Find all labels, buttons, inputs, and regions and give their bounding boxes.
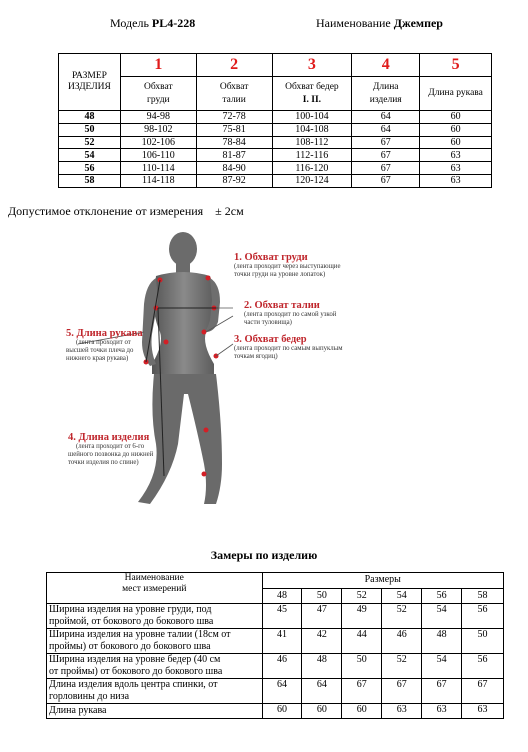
measure-cell: 87-92 (196, 174, 272, 187)
size-row (59, 111, 492, 124)
measurement-value: 49 (342, 604, 382, 629)
size-row (59, 123, 492, 136)
size-column-header: 56 (422, 588, 462, 604)
measurement-value: 44 (342, 629, 382, 654)
waist-label: 2. Обхват талии (лента проходит по самой узкой части туловища) (244, 300, 337, 326)
measurement-value: 48 (422, 629, 462, 654)
measure-cell: 64 (352, 123, 420, 136)
measurement-figure (38, 224, 498, 514)
measure-cell: 72-78 (196, 111, 272, 124)
measurement-value: 56 (462, 604, 504, 629)
measure-caption: Обхват груди (120, 77, 196, 111)
measure-caption: Обхват талии (196, 77, 272, 111)
size-column-header: 52 (342, 588, 382, 604)
sizes-header: Размеры (262, 573, 503, 589)
size-row (59, 136, 492, 149)
measure-cell: 75-81 (196, 123, 272, 136)
measure-cell: 104-108 (272, 123, 352, 136)
measurement-value: 63 (422, 704, 462, 719)
measurement-value: 63 (382, 704, 422, 719)
size-row (59, 174, 492, 187)
product-row (47, 604, 504, 629)
measurement-name: Ширина изделия на уровне талии (18см от проймы) от бокового до бокового шва (47, 629, 263, 654)
product-row (47, 679, 504, 704)
measurement-value: 52 (382, 604, 422, 629)
measure-cell: 67 (352, 149, 420, 162)
name-header: Наименование мест измерений (47, 573, 263, 604)
measure-cell: 60 (420, 136, 492, 149)
measurement-name: Ширина изделия на уровне груди, под проймой, от бокового до бокового шва (47, 604, 263, 629)
product-table (46, 572, 504, 719)
size-row (59, 149, 492, 162)
product-row (47, 629, 504, 654)
measurement-value: 60 (262, 704, 302, 719)
size-column-header: 54 (382, 588, 422, 604)
length-label: 4. Длина изделия (лента проходит от 6-го шейного позвонка до нижней точки изделия по спине) (68, 432, 154, 466)
measure-cell: 102-106 (120, 136, 196, 149)
size-cell: 56 (59, 162, 121, 175)
size-cell: 48 (59, 111, 121, 124)
measurement-value: 60 (342, 704, 382, 719)
measure-cell: 108-112 (272, 136, 352, 149)
measure-cell: 67 (352, 162, 420, 175)
model-label: Модель PL4-228 (110, 16, 196, 30)
measurement-value: 42 (302, 629, 342, 654)
measure-cell: 60 (420, 111, 492, 124)
size-row (59, 162, 492, 175)
measurement-value: 67 (462, 679, 504, 704)
size-cell: 58 (59, 174, 121, 187)
measure-cell: 84-90 (196, 162, 272, 175)
measure-cell: 116-120 (272, 162, 352, 175)
measurement-value: 47 (302, 604, 342, 629)
measurement-value: 67 (422, 679, 462, 704)
size-column-header: 50 (302, 588, 342, 604)
figure-torso (152, 272, 216, 374)
measurement-name: Длина изделия вдоль центра спинки, от горловины до низа (47, 679, 263, 704)
measurement-value: 64 (302, 679, 342, 704)
measurement-value: 45 (262, 604, 302, 629)
product-table-title: Замеры по изделию (210, 548, 318, 562)
measurement-value: 52 (382, 654, 422, 679)
measure-cell: 106-110 (120, 149, 196, 162)
measurement-value: 67 (382, 679, 422, 704)
measurement-value: 64 (262, 679, 302, 704)
measurement-name: Длина рукава (47, 704, 263, 719)
measurement-value: 67 (342, 679, 382, 704)
product-name-value: Джемпер (393, 16, 443, 30)
product-row (47, 654, 504, 679)
measure-number: 1 (120, 54, 196, 77)
measurement-value: 54 (422, 654, 462, 679)
measurement-value: 48 (302, 654, 342, 679)
measure-cell: 114-118 (120, 174, 196, 187)
product-name: Наименование Джемпер (316, 16, 443, 30)
measurement-value: 50 (342, 654, 382, 679)
measure-caption: Длина рукава (420, 77, 492, 111)
measure-number: 4 (352, 54, 420, 77)
size-table (58, 53, 492, 188)
measurement-value: 41 (262, 629, 302, 654)
measure-cell: 63 (420, 149, 492, 162)
tolerance-note: Допустимое отклонение от измерения ± 2см (8, 204, 244, 218)
measure-cell: 98-102 (120, 123, 196, 136)
measure-caption: Обхват бедер I. II. (272, 77, 352, 111)
measure-cell: 81-87 (196, 149, 272, 162)
measurement-value: 56 (462, 654, 504, 679)
measure-caption: Длина изделия (352, 77, 420, 111)
size-column-header: 48 (262, 588, 302, 604)
measure-number: 2 (196, 54, 272, 77)
measure-cell: 64 (352, 111, 420, 124)
measure-number: 5 (420, 54, 492, 77)
measurement-value: 63 (462, 704, 504, 719)
size-header: РАЗМЕР ИЗДЕЛИЯ (59, 54, 121, 111)
size-cell: 50 (59, 123, 121, 136)
measure-cell: 112-116 (272, 149, 352, 162)
measure-cell: 78-84 (196, 136, 272, 149)
measure-cell: 63 (420, 174, 492, 187)
measurement-value: 46 (382, 629, 422, 654)
measurement-value: 54 (422, 604, 462, 629)
measure-cell: 67 (352, 174, 420, 187)
measure-cell: 63 (420, 162, 492, 175)
chest-label: 1. Обхват груди (лента проходит через выступающие точки груди на уровне лопаток) (234, 252, 341, 278)
measure-cell: 94-98 (120, 111, 196, 124)
measure-cell: 120-124 (272, 174, 352, 187)
product-row (47, 704, 504, 719)
measurement-value: 50 (462, 629, 504, 654)
model-value: PL4-228 (151, 16, 196, 30)
sleeve-label: 5. Длина рукава (лента проходит от высшей точки плеча до нижнего края рукава) (66, 328, 143, 362)
measure-cell: 110-114 (120, 162, 196, 175)
measurement-value: 60 (302, 704, 342, 719)
measure-cell: 67 (352, 136, 420, 149)
measurement-name: Ширина изделия на уровне бедер (40 см от проймы) от бокового до бокового шва (47, 654, 263, 679)
size-cell: 54 (59, 149, 121, 162)
size-column-header: 58 (462, 588, 504, 604)
measure-cell: 60 (420, 123, 492, 136)
size-cell: 52 (59, 136, 121, 149)
measurement-value: 46 (262, 654, 302, 679)
measure-number: 3 (272, 54, 352, 77)
hips-label: 3. Обхват бедер (лента проходит по самым выпуклым точкам ягодиц) (234, 334, 343, 360)
measure-cell: 100-104 (272, 111, 352, 124)
